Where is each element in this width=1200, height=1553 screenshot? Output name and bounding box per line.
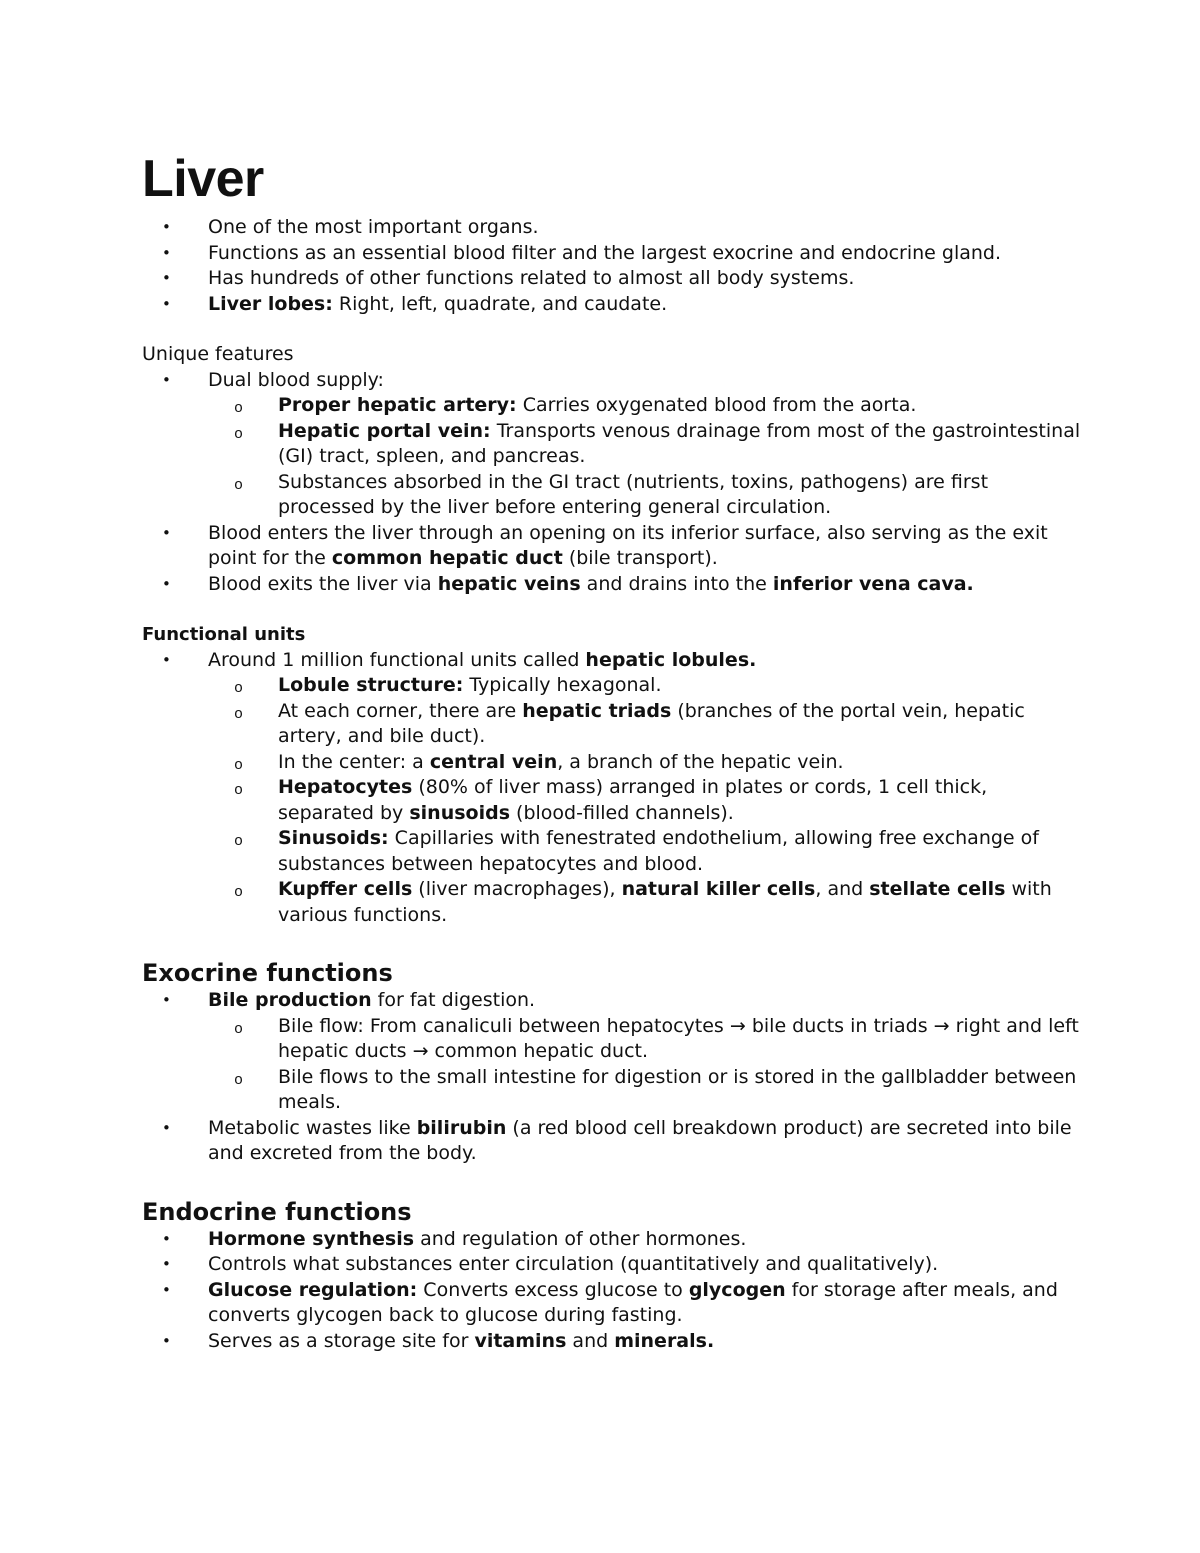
bold-term: Sinusoids: (278, 827, 389, 849)
list-item (142, 648, 1082, 674)
bold-term: stellate cells (869, 878, 1006, 900)
bold-term: Lobule structure: (278, 674, 464, 696)
text-run: Around 1 million functional units called (208, 648, 586, 671)
bold-term: sinusoids (409, 801, 511, 824)
text-run: In the center: a (278, 750, 430, 773)
sub-list-item (142, 699, 1082, 750)
sub-list-item (142, 826, 1082, 877)
bold-term: Hepatocytes (278, 776, 413, 798)
bold-term: Proper hepatic artery: (278, 394, 517, 416)
bold-term: central vein (429, 750, 558, 773)
bold-term: hepatic veins (437, 572, 581, 595)
text-run: One of the most important organs. (208, 216, 539, 238)
bold-term: Bile production (208, 989, 372, 1011)
list-item (142, 1278, 1082, 1329)
text-run: and (566, 1329, 615, 1352)
page-title: Liver (142, 150, 264, 208)
text-run: with various functions. (278, 878, 1052, 926)
list-item (142, 572, 1082, 598)
bold-term: vitamins (474, 1329, 567, 1352)
text-run: Carries oxygenated blood from the aorta. (516, 394, 917, 416)
bold-term: Hormone synthesis (208, 1227, 415, 1250)
text-run: , and (815, 878, 870, 900)
functional-units-heading: Functional units (142, 624, 306, 645)
text-run: Bile flows to the small intestine for digestion or is stored in the gallbladder between meals. (278, 1065, 1077, 1113)
text-run: Blood exits the liver via (208, 572, 438, 595)
text-run: , a branch of the hepatic vein. (557, 750, 844, 773)
text-run: (bile transport). (562, 547, 718, 569)
text-run: Dual blood supply: (208, 368, 384, 391)
bold-term: hepatic triads (522, 699, 672, 722)
list-item (142, 1116, 1082, 1167)
text-run: and regulation of other hormones. (414, 1227, 747, 1250)
exocrine-heading: Exocrine functions (142, 959, 393, 987)
text-run: for storage after meals, and converts glycogen back to glucose during fasting. (208, 1278, 1058, 1326)
text-run: (liver macrophages), (412, 878, 622, 900)
text-run: At each corner, there are (278, 699, 523, 722)
sub-list-item (142, 750, 1082, 776)
bold-term: Glucose regulation: (208, 1278, 418, 1301)
sub-list-item (142, 393, 1082, 419)
list-item (142, 266, 1082, 292)
sub-list-item (142, 1014, 1082, 1065)
list-item (142, 1252, 1082, 1278)
exocrine-list (142, 988, 1082, 1167)
text-run: Blood enters the liver through an opening on its inferior surface, also serving as the exit point for the (208, 521, 1048, 569)
text-run: Bile flow: From canaliculi between hepatocytes → bile ducts in triads → right and left hepatic ducts → common hepatic duct. (278, 1014, 1079, 1062)
text-run: Typically hexagonal. (463, 674, 662, 696)
bold-term: common hepatic duct (331, 547, 563, 569)
text-run: Right, left, quadrate, and caudate. (332, 292, 668, 315)
list-item (142, 368, 1082, 394)
sub-list-item (142, 1065, 1082, 1116)
list-item (142, 1227, 1082, 1253)
bold-term: minerals. (614, 1329, 715, 1352)
text-run: Transports venous drainage from most of the gastrointestinal (GI) tract, spleen, and pancreas. (278, 419, 1081, 467)
sub-list-item (142, 877, 1082, 928)
text-run: Serves as a storage site for (208, 1329, 475, 1352)
list-item (142, 215, 1082, 241)
text-run: Metabolic wastes like (208, 1116, 417, 1139)
list-item (142, 521, 1082, 572)
bold-term: Hepatic portal vein: (278, 419, 491, 442)
list-item (142, 988, 1082, 1014)
text-run: Controls what substances enter circulation (quantitatively and qualitatively). (208, 1253, 939, 1275)
sub-list-item (142, 673, 1082, 699)
text-run: (a red blood cell breakdown product) are secreted into bile and excreted from the body. (208, 1116, 1072, 1164)
sub-list-item (142, 775, 1082, 826)
intro-list (142, 215, 1082, 317)
endocrine-list (142, 1227, 1082, 1355)
bold-term: Liver lobes: (208, 292, 333, 315)
text-run: and drains into the (580, 572, 773, 595)
text-run: Substances absorbed in the GI tract (nutrients, toxins, pathogens) are first processed by the liver before entering general circulation. (278, 470, 989, 518)
text-run: Converts excess glucose to (417, 1278, 689, 1301)
document-page (142, 150, 1082, 1354)
bold-term: natural killer cells (621, 878, 816, 900)
bold-term: inferior vena cava. (772, 572, 974, 595)
unique-features-heading: Unique features (142, 343, 294, 365)
text-run: Functions as an essential blood filter and the largest exocrine and endocrine gland. (208, 241, 1002, 264)
bold-term: Kupffer cells (278, 878, 413, 900)
text-run: (branches of the portal vein, hepatic artery, and bile duct). (278, 699, 1025, 747)
list-item (142, 1329, 1082, 1355)
text-run: for fat digestion. (371, 989, 536, 1011)
bold-term: bilirubin (416, 1116, 507, 1139)
list-item (142, 241, 1082, 267)
endocrine-heading: Endocrine functions (142, 1197, 412, 1226)
list-item (142, 292, 1082, 318)
functional-units-list (142, 648, 1082, 929)
text-run: (blood-filled channels). (510, 801, 734, 824)
text-run: Capillaries with fenestrated endothelium, allowing free exchange of substances between hepatocytes and blood. (278, 827, 1039, 875)
sub-list-item (142, 419, 1082, 470)
unique-features-list (142, 368, 1082, 598)
bold-term: glycogen (688, 1278, 786, 1301)
bold-term: hepatic lobules. (585, 648, 757, 671)
text-run: (80% of liver mass) arranged in plates or cords, 1 cell thick, separated by (278, 776, 988, 824)
text-run: Has hundreds of other functions related to almost all body systems. (208, 267, 855, 289)
sub-list-item (142, 470, 1082, 521)
